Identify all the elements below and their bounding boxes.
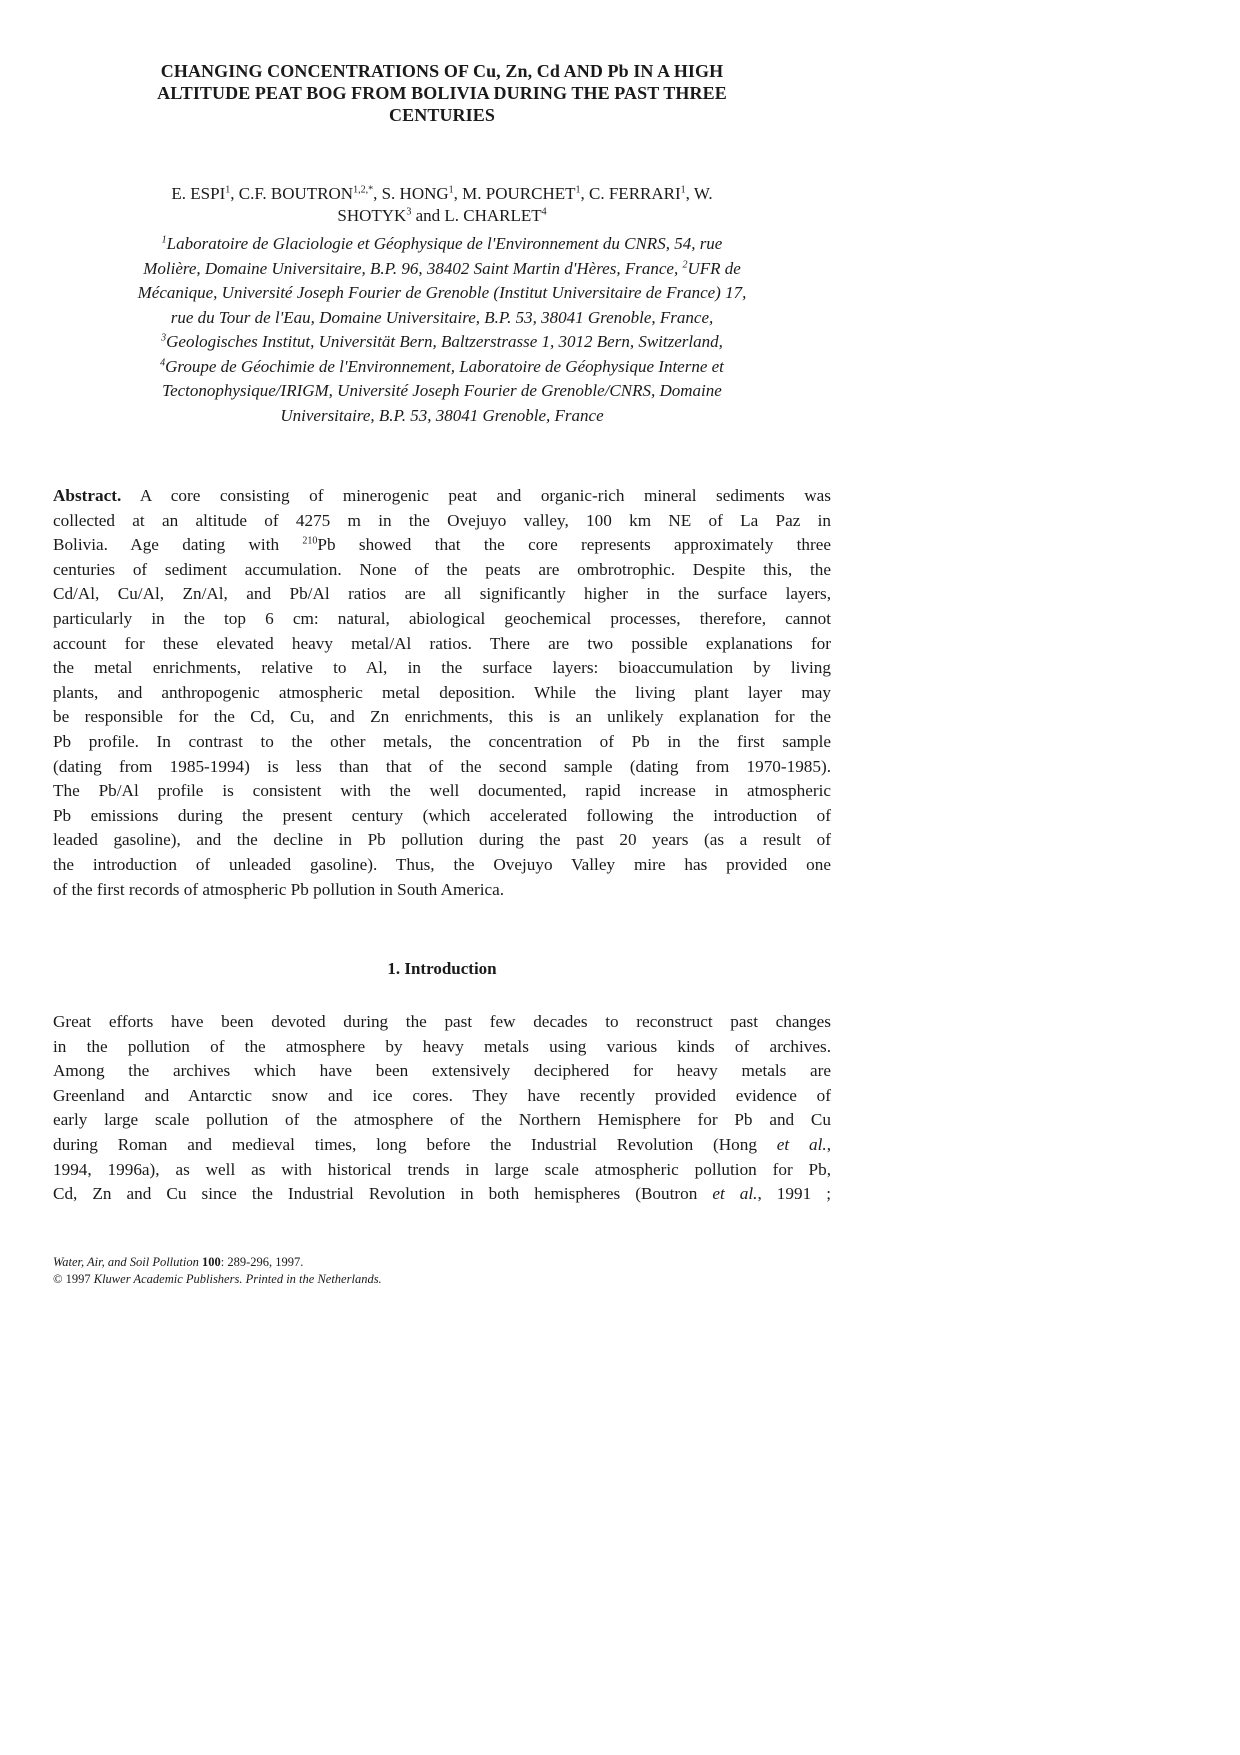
author-name: and L. CHARLET (411, 206, 542, 225)
abstract-line: (dating from 1985-1994) is less than that of the second sample (dating from 1970-1985). (53, 756, 831, 776)
section-heading-introduction: 1. Introduction (387, 959, 497, 978)
abstract-text: A core consisting of minerogenic peat and organic-rich mineral sediments was (121, 486, 831, 505)
intro-line: Among the archives which have been extensively deciphered for heavy metals are (53, 1061, 831, 1081)
abstract-line: Pb emissions during the present century (which accelerated following the introduction of (53, 805, 831, 825)
author-line (53, 205, 831, 227)
affiliation-line: Mécanique, Université Joseph Fourier de Grenoble (Institut Universitaire de France) 17, (137, 283, 747, 302)
affiliation-marker: 1 (680, 184, 686, 196)
abstract-text: Bolivia. Age dating with (53, 535, 303, 555)
intro-text: Cd, Zn and Cu since the Industrial Revolution in both hemispheres (Boutron (53, 1184, 713, 1204)
abstract-text: Pb showed that the core represents approximately three (317, 535, 831, 555)
abstract-line: the introduction of unleaded gasoline). Thus, the Ovejuyo Valley mire has provided one (53, 854, 831, 874)
abstract-label: Abstract. (53, 486, 122, 505)
intro-text: , (826, 1134, 831, 1154)
affiliations (53, 232, 831, 428)
abstract-line: particularly in the top 6 cm: natural, abiological geochemical processes, therefore, cannot (53, 608, 831, 628)
affiliation-line (53, 232, 831, 257)
affiliation-marker: 4 (541, 206, 547, 218)
abstract-line: plants, and anthropogenic atmospheric metal deposition. While the living plant layer may (53, 682, 831, 702)
intro-line: Great efforts have been devoted during the past few decades to reconstruct past changes (53, 1012, 831, 1031)
affiliation-text: Geologisches Institut, Universität Bern, Baltzerstrasse 1, 3012 Bern, Switzerland, (166, 332, 723, 351)
journal-volume: 100 (201, 1255, 221, 1269)
affiliation-marker: 1 (161, 234, 167, 246)
intro-line: Greenland and Antarctic snow and ice cores. They have recently provided evidence of (53, 1085, 831, 1105)
abstract-line: collected at an altitude of 4275 m in the Ovejuyo valley, 100 km NE of La Paz in (53, 510, 831, 530)
abstract-line: leaded gasoline), and the decline in Pb pollution during the past 20 years (as a result of (53, 830, 831, 850)
abstract (53, 484, 831, 902)
author-name: , W. (685, 184, 713, 203)
publisher-name: Kluwer Academic Publishers. Printed in the Netherlands. (93, 1272, 382, 1286)
copyright-line (53, 1271, 831, 1288)
journal-citation (53, 1254, 831, 1271)
title-line: ALTITUDE PEAT BOG FROM BOLIVIA DURING THE PAST THREE (157, 83, 727, 103)
affiliation-text: Molière, Domaine Universitaire, B.P. 96, 38402 Saint Martin d'Hères, France, (143, 258, 683, 278)
abstract-line: account for these elevated heavy metal/Al ratios. There are two possible explanations for (53, 633, 831, 653)
intro-line: 1994, 1996a), as well as with historical trends in large scale atmospheric pollution for Pb, (53, 1159, 831, 1179)
intro-line: early large scale pollution of the atmosphere of the Northern Hemisphere for Pb and Cu (53, 1110, 831, 1130)
abstract-line (53, 484, 831, 509)
publication-footer (53, 1254, 831, 1288)
affiliation-line: Universitaire, B.P. 53, 38041 Grenoble, France (280, 405, 604, 425)
citation-etal: et al. (712, 1184, 758, 1204)
affiliation-marker: 1,2,* (353, 184, 374, 196)
affiliation-text: UFR de (687, 258, 741, 278)
author-line (53, 183, 831, 205)
affiliation-line (53, 355, 831, 380)
intro-line (53, 1133, 831, 1158)
paper-title (53, 60, 831, 126)
abstract-line: Cd/Al, Cu/Al, Zn/Al, and Pb/Al ratios are all significantly higher in the surface layers, (53, 584, 831, 604)
affiliation-text: Laboratoire de Glaciologie et Géophysique de l'Environnement du CNRS, 54, rue (166, 234, 723, 253)
introduction-body (53, 1010, 831, 1207)
author-name: , S. HONG (373, 184, 449, 203)
affiliation-marker: 1 (575, 184, 581, 196)
affiliation-line: Tectonophysique/IRIGM, Université Joseph Fourier de Grenoble/CNRS, Domaine (162, 381, 722, 400)
affiliation-marker: 1 (225, 184, 231, 196)
author-name: , M. POURCHET (453, 184, 576, 203)
citation-etal: et al. (776, 1134, 827, 1154)
author-name: , C. FERRARI (580, 184, 681, 203)
copyright-text: © 1997 (53, 1272, 94, 1286)
abstract-line (53, 533, 831, 558)
intro-text: , 1991 ; (757, 1184, 832, 1204)
author-name: , C.F. BOUTRON (230, 184, 354, 203)
author-name: E. ESPI (171, 184, 226, 203)
affiliation-marker: 3 (161, 332, 167, 344)
isotope-superscript: 210 (302, 535, 318, 547)
intro-line (53, 1182, 831, 1207)
abstract-line: the metal enrichments, relative to Al, in the surface layers: bioaccumulation by living (53, 658, 831, 678)
intro-line: in the pollution of the atmosphere by heavy metals using various kinds of archives. (53, 1036, 831, 1056)
affiliation-marker: 2 (682, 258, 688, 270)
affiliation-text: Groupe de Géochimie de l'Environnement, Laboratoire de Géophysique Interne et (165, 356, 724, 376)
affiliation-line (53, 257, 831, 282)
author-list (53, 183, 831, 227)
journal-pages: : 289-296, 1997. (220, 1255, 304, 1269)
journal-name: Water, Air, and Soil Pollution (53, 1255, 199, 1269)
author-name: SHOTYK (337, 206, 407, 225)
title-line: CHANGING CONCENTRATIONS OF Cu, Zn, Cd AND Pb IN A HIGH (160, 61, 724, 81)
abstract-line: centuries of sediment accumulation. None of the peats are ombrotrophic. Despite this, the (53, 559, 831, 579)
abstract-line: of the first records of atmospheric Pb pollution in South America. (53, 879, 505, 899)
abstract-line: be responsible for the Cd, Cu, and Zn enrichments, this is an unlikely explanation for the (53, 707, 831, 727)
title-line: CENTURIES (389, 105, 495, 125)
affiliation-line (53, 330, 831, 355)
abstract-line: The Pb/Al profile is consistent with the well documented, rapid increase in atmospheric (53, 781, 831, 801)
abstract-line: Pb profile. In contrast to the other metals, the concentration of Pb in the first sample (53, 731, 831, 751)
affiliation-marker: 1 (448, 184, 454, 196)
intro-text: during Roman and medieval times, long before the Industrial Revolution (Hong (53, 1134, 777, 1154)
affiliation-line: rue du Tour de l'Eau, Domaine Universitaire, B.P. 53, 38041 Grenoble, France, (170, 307, 714, 327)
affiliation-marker: 4 (160, 356, 166, 368)
affiliation-marker: 3 (406, 206, 412, 218)
